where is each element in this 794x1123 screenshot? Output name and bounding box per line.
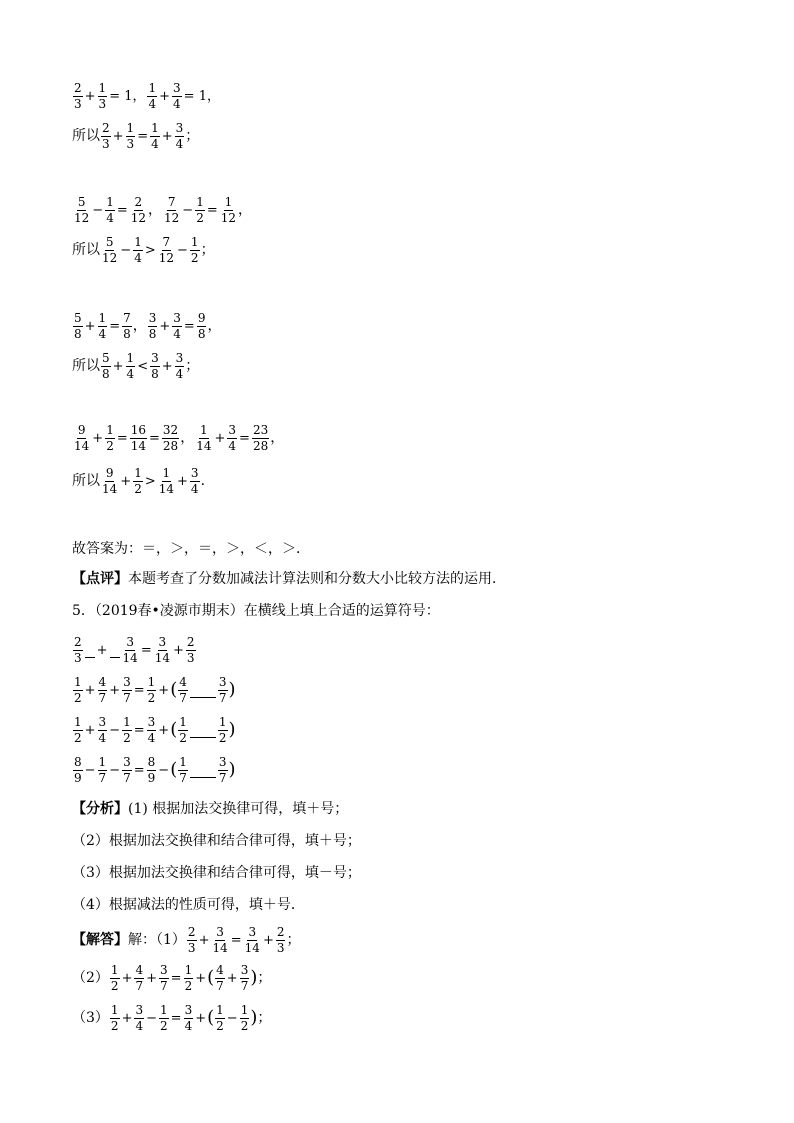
question-row [72, 676, 236, 704]
answer-blank [190, 763, 216, 778]
fraction: $\frac{3}{14}$ [244, 925, 260, 955]
conclusion-line [72, 467, 205, 495]
answer-text: 故答案为：＝，＞，＝，＞，＜，＞． [72, 541, 310, 557]
fraction: $\frac{5}{12}$ [74, 195, 90, 225]
punctuation: . [200, 473, 206, 490]
conclusion-line [72, 122, 199, 150]
equation-line [72, 312, 221, 340]
equation-line [72, 196, 252, 224]
fraction: $\frac{1}{3}$ [126, 121, 135, 151]
fraction: $\frac{1}{2}$ [74, 715, 82, 745]
fraction: $\frac{2}{12}$ [130, 195, 147, 225]
operator: + [161, 128, 173, 144]
operator: − [146, 1010, 158, 1026]
operator: + [158, 682, 170, 698]
operator: + [159, 318, 171, 334]
prefix-text: 所以 [72, 242, 100, 259]
fraction: $\frac{8}{9}$ [74, 755, 82, 785]
question-title [72, 604, 440, 618]
equals-sign: = [109, 318, 121, 334]
comment-line [72, 572, 506, 586]
operator: + [177, 473, 188, 489]
answer-blank [190, 723, 216, 738]
operator: + [158, 722, 170, 738]
left-paren: ( [170, 679, 178, 701]
operator: + [112, 358, 124, 374]
answer-blank [85, 643, 95, 658]
solution-line [72, 926, 300, 954]
solution-line [72, 964, 271, 992]
right-paren: ) [228, 679, 236, 701]
operator: + [173, 642, 184, 658]
fraction: $\frac{3}{4}$ [228, 423, 237, 453]
operator: + [262, 932, 274, 948]
equation-line [72, 424, 284, 452]
fraction: $\frac{3}{8}$ [151, 351, 159, 381]
fraction: $\frac{1}{4}$ [134, 235, 142, 265]
fraction: $\frac{16}{14}$ [130, 423, 147, 453]
left-paren: ( [170, 719, 178, 741]
equals-sign: = [230, 932, 242, 948]
fraction: $\frac{1}{2}$ [184, 963, 193, 993]
operator: − [109, 722, 121, 738]
operator: + [84, 88, 96, 104]
item-number: （3） [72, 1010, 109, 1027]
fraction: $\frac{3}{4}$ [147, 715, 156, 745]
operator: + [226, 970, 238, 986]
fraction: $\frac{2}{3}$ [74, 81, 82, 111]
result-text: = 1， [183, 88, 220, 104]
fraction: $\frac{3}{14}$ [122, 635, 138, 665]
fraction: $\frac{1}{12}$ [220, 195, 237, 225]
fraction: $\frac{5}{8}$ [74, 311, 82, 341]
punctuation: ， [180, 430, 195, 447]
fraction: $\frac{1}{2}$ [134, 466, 142, 496]
left-paren: ( [207, 1007, 215, 1029]
left-paren: ( [170, 759, 178, 781]
fraction: $\frac{3}{7}$ [160, 963, 168, 993]
comparison-sign: > [144, 473, 156, 489]
equals-sign: = [239, 430, 250, 446]
fraction: $\frac{1}{3}$ [98, 81, 107, 111]
prefix-text: 所以 [72, 358, 100, 375]
analysis-line [72, 866, 361, 880]
operator: + [195, 1010, 207, 1026]
fraction: $\frac{1}{7}$ [98, 755, 107, 785]
fraction: $\frac{3}{4}$ [184, 1003, 193, 1033]
punctuation: ； [185, 128, 200, 145]
fraction: $\frac{2}{3}$ [187, 925, 196, 955]
fraction: $\frac{3}{4}$ [173, 81, 181, 111]
analysis-item: （4）根据减法的性质可得，填＋号． [72, 897, 305, 913]
operator: − [84, 762, 96, 778]
item-number: （2） [72, 970, 109, 987]
analysis-item: （3）根据加法交换律和结合律可得，填－号； [72, 865, 361, 881]
operator: − [120, 242, 132, 258]
fraction: $\frac{1}{2}$ [123, 715, 131, 745]
operator: + [121, 1010, 133, 1026]
equals-sign: = [206, 202, 218, 218]
punctuation: ； [200, 242, 215, 259]
fraction: $\frac{1}{2}$ [196, 195, 204, 225]
fraction: $\frac{2}{3}$ [276, 925, 285, 955]
operator: + [84, 318, 96, 334]
fraction: $\frac{1}{2}$ [190, 235, 199, 265]
analysis-line [72, 834, 361, 848]
analysis-item: (1) 根据加法交换律可得，填＋号； [128, 801, 349, 817]
fraction: $\frac{1}{7}$ [179, 755, 187, 785]
fraction: $\frac{3}{4}$ [190, 466, 199, 496]
analysis-line [72, 802, 348, 816]
comparison-sign: < [137, 358, 149, 374]
fraction: $\frac{1}{2}$ [240, 1003, 249, 1033]
fraction: $\frac{3}{7}$ [123, 755, 131, 785]
question-row [72, 636, 197, 664]
punctuation: ， [148, 202, 163, 219]
operator: − [226, 1010, 238, 1026]
fraction: $\frac{1}{2}$ [110, 1003, 119, 1033]
operator: + [92, 430, 104, 446]
fraction: $\frac{4}{7}$ [135, 963, 144, 993]
operator: + [84, 722, 96, 738]
punctuation: ； [257, 1010, 272, 1027]
prefix-text: 所以 [72, 473, 100, 490]
fraction: $\frac{32}{28}$ [162, 423, 179, 453]
equals-sign: = [140, 642, 152, 658]
prefix-text: 所以 [72, 128, 100, 145]
fraction: $\frac{3}{7}$ [123, 675, 131, 705]
left-paren: ( [207, 967, 215, 989]
operator: − [182, 202, 194, 218]
equals-sign: = [149, 430, 160, 446]
equals-sign: = [133, 682, 145, 698]
fraction: $\frac{3}{4}$ [175, 121, 184, 151]
fraction: $\frac{3}{4}$ [135, 1003, 144, 1033]
operator: + [96, 642, 108, 658]
conclusion-line [72, 236, 215, 264]
operator: − [109, 762, 121, 778]
fraction: $\frac{1}{2}$ [106, 423, 114, 453]
operator: + [198, 932, 210, 948]
fraction: $\frac{1}{2}$ [218, 715, 227, 745]
solution-lead: 解：（1） [128, 932, 186, 949]
fraction: $\frac{8}{9}$ [147, 755, 156, 785]
fraction: $\frac{23}{28}$ [252, 423, 269, 453]
analysis-line [72, 898, 305, 912]
equals-sign: = [116, 430, 128, 446]
operator: − [158, 762, 170, 778]
fraction: $\frac{3}{7}$ [218, 755, 227, 785]
equals-sign: = [116, 202, 128, 218]
equals-sign: = [170, 970, 182, 986]
fraction: $\frac{2}{3}$ [186, 635, 195, 665]
operator: − [92, 202, 104, 218]
fraction: $\frac{1}{2}$ [110, 963, 119, 993]
comment-label: 【点评】 [72, 571, 128, 587]
fraction: $\frac{1}{2}$ [160, 1003, 168, 1033]
conclusion-line [72, 352, 199, 380]
operator: + [161, 358, 173, 374]
fraction: $\frac{1}{14}$ [196, 423, 212, 453]
question-row [72, 716, 236, 744]
operator: + [120, 473, 132, 489]
operator: + [84, 682, 96, 698]
fraction: $\frac{4}{7}$ [98, 675, 107, 705]
fraction: $\frac{3}{14}$ [154, 635, 171, 665]
operator: + [195, 970, 207, 986]
fraction: $\frac{1}{4}$ [98, 311, 107, 341]
analysis-label: 【分析】 [72, 801, 128, 817]
fraction: $\frac{1}{4}$ [106, 195, 114, 225]
punctuation: ， [270, 430, 285, 447]
answer-blank [110, 643, 120, 658]
punctuation: ， [132, 318, 147, 335]
punctuation: ； [185, 358, 200, 375]
fraction: $\frac{2}{3}$ [102, 121, 110, 151]
right-paren: ) [228, 759, 236, 781]
fraction: $\frac{2}{3}$ [74, 635, 82, 665]
fraction: $\frac{7}{12}$ [158, 235, 175, 265]
fraction: $\frac{1}{14}$ [158, 466, 175, 496]
fraction: $\frac{9}{14}$ [74, 423, 90, 453]
right-paren: ) [250, 967, 258, 989]
equation-line [72, 82, 221, 110]
fraction: $\frac{3}{7}$ [218, 675, 227, 705]
operator: + [159, 88, 171, 104]
operator: + [214, 430, 226, 446]
punctuation: ， [238, 202, 253, 219]
fraction: $\frac{9}{8}$ [197, 311, 206, 341]
result-text: = 1， [109, 88, 146, 104]
question-title-text: 5．（2019春•凌源市期末）在横线上填上合适的运算符号： [72, 603, 440, 619]
punctuation: ； [257, 970, 272, 987]
fraction: $\frac{3}{4}$ [98, 715, 107, 745]
fraction: $\frac{4}{7}$ [179, 675, 187, 705]
punctuation: ； [286, 932, 301, 949]
punctuation: ， [207, 318, 222, 335]
comparison-sign: = [137, 128, 149, 144]
solution-label: 【解答】 [72, 932, 128, 949]
fraction: $\frac{7}{12}$ [164, 195, 180, 225]
operator: + [121, 970, 133, 986]
equals-sign: = [170, 1010, 182, 1026]
solution-line [72, 1004, 271, 1032]
fraction: $\frac{1}{4}$ [151, 121, 159, 151]
comment-text: 本题考查了分数加减法计算法则和分数大小比较方法的运用． [128, 571, 506, 587]
fraction: $\frac{1}{2}$ [179, 715, 187, 745]
fraction: $\frac{7}{8}$ [123, 311, 131, 341]
fraction: $\frac{9}{14}$ [102, 466, 118, 496]
fraction: $\frac{1}{2}$ [216, 1003, 224, 1033]
answer-blank [190, 683, 216, 698]
fraction: $\frac{5}{8}$ [102, 351, 110, 381]
equals-sign: = [183, 318, 195, 334]
question-row [72, 756, 236, 784]
operator: + [146, 970, 158, 986]
fraction: $\frac{1}{2}$ [74, 675, 82, 705]
equals-sign: = [133, 762, 145, 778]
comparison-sign: > [144, 242, 156, 258]
fraction: $\frac{3}{14}$ [212, 925, 228, 955]
operator: + [109, 682, 121, 698]
operator: − [177, 242, 188, 258]
answer-line [72, 542, 310, 556]
equals-sign: = [133, 722, 145, 738]
fraction: $\frac{1}{4}$ [126, 351, 135, 381]
fraction: $\frac{3}{4}$ [175, 351, 184, 381]
analysis-item: （2）根据加法交换律和结合律可得，填＋号； [72, 833, 361, 849]
fraction: $\frac{3}{4}$ [173, 311, 181, 341]
fraction: $\frac{3}{7}$ [240, 963, 249, 993]
operator: + [112, 128, 124, 144]
fraction: $\frac{1}{2}$ [147, 675, 156, 705]
fraction: $\frac{5}{12}$ [102, 235, 118, 265]
fraction: $\frac{3}{8}$ [148, 311, 157, 341]
fraction: $\frac{1}{4}$ [148, 81, 157, 111]
right-paren: ) [250, 1007, 258, 1029]
fraction: $\frac{4}{7}$ [216, 963, 224, 993]
right-paren: ) [228, 719, 236, 741]
